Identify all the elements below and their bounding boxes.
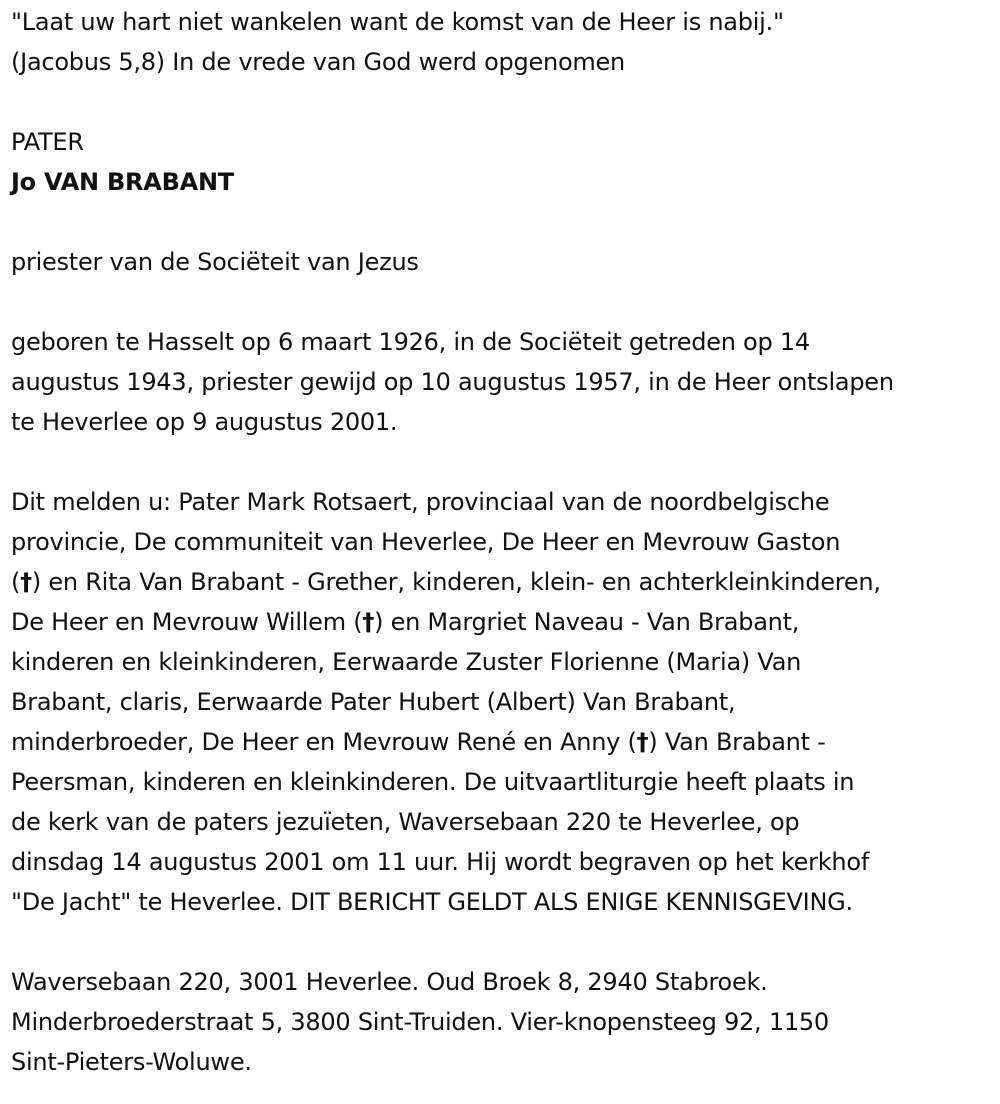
announcement-line: provincie, De communiteit van Heverlee, De Heer en Mevrouw Gaston: [11, 528, 841, 556]
cross-icon: †: [362, 608, 375, 636]
role: priester van de Sociëteit van Jezus: [11, 248, 419, 276]
bio-line: geboren te Hasselt op 6 maart 1926, in de Sociëteit getreden op 14: [11, 328, 810, 356]
announcement-line: minderbroeder, De Heer en Mevrouw René en Anny (†) Van Brabant -: [11, 728, 826, 756]
title: PATER: [11, 128, 84, 156]
announcement-line: dinsdag 14 augustus 2001 om 11 uur. Hij wordt begraven op het kerkhof: [11, 848, 870, 876]
announcement: [11, 482, 990, 922]
bio-line: augustus 1943, priester gewijd op 10 augustus 1957, in de Heer ontslapen: [11, 368, 894, 396]
announcement-line: Peersman, kinderen en kleinkinderen. De uitvaartliturgie heeft plaats in: [11, 768, 855, 796]
announcement-line: de kerk van de paters jezuïeten, Waversebaan 220 te Heverlee, op: [11, 808, 800, 836]
deceased-name: Jo VAN BRABANT: [11, 168, 234, 196]
address-line: Sint-Pieters-Woluwe.: [11, 1048, 252, 1076]
bible-quote: [11, 2, 990, 82]
bio-line: te Heverlee op 9 augustus 2001.: [11, 408, 398, 436]
announcement-line: kinderen en kleinkinderen, Eerwaarde Zuster Florienne (Maria) Van: [11, 648, 802, 676]
addresses: [11, 962, 990, 1082]
address-line: Waversebaan 220, 3001 Heverlee. Oud Broek 8, 2940 Stabroek.: [11, 968, 768, 996]
announcement-line: (†) en Rita Van Brabant - Grether, kinderen, klein- en achterkleinkinderen,: [11, 568, 881, 596]
address-line: Minderbroederstraat 5, 3800 Sint-Truiden. Vier-knopensteeg 92, 1150: [11, 1008, 829, 1036]
cross-icon: †: [20, 568, 32, 596]
announcement-line: Brabant, claris, Eerwaarde Pater Hubert (Albert) Van Brabant,: [11, 688, 736, 716]
quote-line: "Laat uw hart niet wankelen want de komst van de Heer is nabij.": [11, 8, 784, 36]
announcement-line: "De Jacht" te Heverlee. DIT BERICHT GELDT ALS ENIGE KENNISGEVING.: [11, 888, 853, 916]
announcement-line: Dit melden u: Pater Mark Rotsaert, provinciaal van de noordbelgische: [11, 488, 830, 516]
cross-icon: †: [636, 728, 649, 756]
quote-line: (Jacobus 5,8) In de vrede van God werd opgenomen: [11, 48, 626, 76]
announcement-line: De Heer en Mevrouw Willem (†) en Margriet Naveau - Van Brabant,: [11, 608, 800, 636]
biography: [11, 322, 990, 442]
